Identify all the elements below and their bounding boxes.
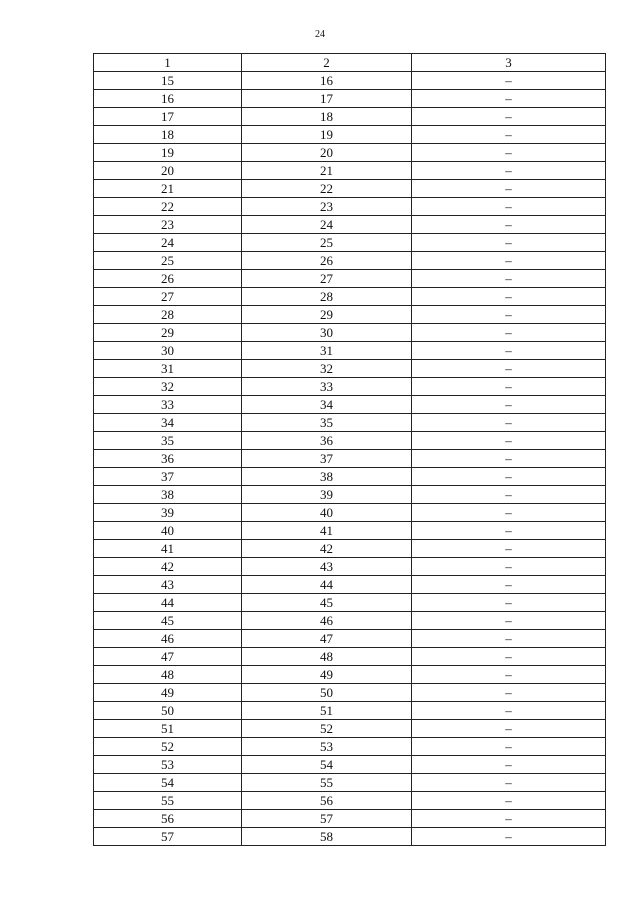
table-row <box>94 486 606 504</box>
table-row <box>94 180 606 198</box>
table-cell-col1: 39 <box>94 504 242 522</box>
table-cell-col3: – <box>412 234 606 252</box>
table-cell-col3: – <box>412 594 606 612</box>
table-row <box>94 774 606 792</box>
table-cell-col1: 15 <box>94 72 242 90</box>
table-cell-col3: – <box>412 252 606 270</box>
table-cell-col2: 25 <box>242 234 412 252</box>
table-cell-col3: – <box>412 126 606 144</box>
table-cell-col1: 24 <box>94 234 242 252</box>
table-cell-col1: 19 <box>94 144 242 162</box>
table-cell-col2: 56 <box>242 792 412 810</box>
table-cell-col2: 39 <box>242 486 412 504</box>
table-cell-col1: 33 <box>94 396 242 414</box>
table-row <box>94 612 606 630</box>
table-cell-col3: – <box>412 90 606 108</box>
table-cell-col3: – <box>412 756 606 774</box>
table-row <box>94 810 606 828</box>
table-cell-col2: 27 <box>242 270 412 288</box>
table-cell-col1: 50 <box>94 702 242 720</box>
table-cell-col1: 42 <box>94 558 242 576</box>
table-row <box>94 378 606 396</box>
table-cell-col1: 18 <box>94 126 242 144</box>
table-cell-col2: 29 <box>242 306 412 324</box>
table-row <box>94 162 606 180</box>
table-cell-col2: 46 <box>242 612 412 630</box>
table-row <box>94 828 606 846</box>
table-cell-col2: 18 <box>242 108 412 126</box>
table-row <box>94 738 606 756</box>
table-cell-col3: – <box>412 162 606 180</box>
table-row <box>94 324 606 342</box>
table-cell-col2: 34 <box>242 396 412 414</box>
table-cell-col3: – <box>412 468 606 486</box>
page-number: 24 <box>315 29 325 40</box>
table-cell-col3: – <box>412 558 606 576</box>
table-cell-col2: 31 <box>242 342 412 360</box>
table-cell-col3: – <box>412 414 606 432</box>
table-row <box>94 450 606 468</box>
table-cell-col1: 56 <box>94 810 242 828</box>
table-cell-col2: 36 <box>242 432 412 450</box>
table-row <box>94 360 606 378</box>
table-cell-col2: 19 <box>242 126 412 144</box>
table-cell-col2: 57 <box>242 810 412 828</box>
table-cell-col2: 33 <box>242 378 412 396</box>
table-cell-col3: – <box>412 378 606 396</box>
table-row <box>94 90 606 108</box>
table-row <box>94 198 606 216</box>
table-cell-col2: 24 <box>242 216 412 234</box>
table-cell-col1: 52 <box>94 738 242 756</box>
table-cell-col1: 43 <box>94 576 242 594</box>
table-cell-col1: 25 <box>94 252 242 270</box>
column-header: 2 <box>242 54 412 72</box>
table-row <box>94 432 606 450</box>
table-cell-col3: – <box>412 504 606 522</box>
table-cell-col2: 17 <box>242 90 412 108</box>
table-row <box>94 342 606 360</box>
data-table <box>93 53 606 846</box>
table-cell-col2: 26 <box>242 252 412 270</box>
table-cell-col1: 37 <box>94 468 242 486</box>
table-row <box>94 234 606 252</box>
table-cell-col2: 38 <box>242 468 412 486</box>
table-cell-col2: 51 <box>242 702 412 720</box>
table-cell-col2: 37 <box>242 450 412 468</box>
table-cell-col2: 53 <box>242 738 412 756</box>
table-cell-col2: 43 <box>242 558 412 576</box>
table-row <box>94 756 606 774</box>
table-row <box>94 522 606 540</box>
table-cell-col2: 55 <box>242 774 412 792</box>
table-cell-col3: – <box>412 630 606 648</box>
table-cell-col1: 28 <box>94 306 242 324</box>
table-cell-col1: 49 <box>94 684 242 702</box>
table-cell-col3: – <box>412 144 606 162</box>
table-cell-col3: – <box>412 396 606 414</box>
table-row <box>94 306 606 324</box>
table-cell-col1: 40 <box>94 522 242 540</box>
table-cell-col1: 45 <box>94 612 242 630</box>
table-cell-col3: – <box>412 810 606 828</box>
table-row <box>94 702 606 720</box>
table-cell-col2: 58 <box>242 828 412 846</box>
table-row <box>94 144 606 162</box>
table-cell-col3: – <box>412 108 606 126</box>
table-cell-col3: – <box>412 450 606 468</box>
table-cell-col1: 22 <box>94 198 242 216</box>
table-cell-col1: 55 <box>94 792 242 810</box>
table-cell-col1: 38 <box>94 486 242 504</box>
table-row <box>94 576 606 594</box>
table-row <box>94 558 606 576</box>
table-row <box>94 666 606 684</box>
table-row <box>94 594 606 612</box>
table-cell-col2: 48 <box>242 648 412 666</box>
table-cell-col2: 41 <box>242 522 412 540</box>
table-cell-col2: 42 <box>242 540 412 558</box>
table-cell-col1: 46 <box>94 630 242 648</box>
table-cell-col3: – <box>412 72 606 90</box>
table-cell-col2: 50 <box>242 684 412 702</box>
table-cell-col1: 47 <box>94 648 242 666</box>
table-cell-col3: – <box>412 486 606 504</box>
table-cell-col3: – <box>412 738 606 756</box>
table-cell-col3: – <box>412 306 606 324</box>
table-cell-col1: 53 <box>94 756 242 774</box>
table-row <box>94 396 606 414</box>
table-cell-col3: – <box>412 342 606 360</box>
table-cell-col1: 31 <box>94 360 242 378</box>
table-row <box>94 720 606 738</box>
table-cell-col2: 30 <box>242 324 412 342</box>
table-cell-col3: – <box>412 432 606 450</box>
table-cell-col2: 22 <box>242 180 412 198</box>
table-cell-col3: – <box>412 216 606 234</box>
table-cell-col2: 20 <box>242 144 412 162</box>
table-cell-col3: – <box>412 576 606 594</box>
table-cell-col1: 32 <box>94 378 242 396</box>
table-row <box>94 684 606 702</box>
table-row <box>94 108 606 126</box>
table-cell-col3: – <box>412 684 606 702</box>
table-cell-col1: 57 <box>94 828 242 846</box>
table-cell-col2: 40 <box>242 504 412 522</box>
table-row <box>94 216 606 234</box>
table-cell-col3: – <box>412 198 606 216</box>
table-cell-col1: 29 <box>94 324 242 342</box>
table-cell-col1: 17 <box>94 108 242 126</box>
table-row <box>94 792 606 810</box>
table-cell-col2: 21 <box>242 162 412 180</box>
table-row <box>94 504 606 522</box>
table-cell-col3: – <box>412 666 606 684</box>
table-cell-col2: 16 <box>242 72 412 90</box>
table-row <box>94 252 606 270</box>
table-cell-col1: 23 <box>94 216 242 234</box>
table-row <box>94 630 606 648</box>
table-cell-col1: 44 <box>94 594 242 612</box>
table-cell-col1: 16 <box>94 90 242 108</box>
table-cell-col3: – <box>412 180 606 198</box>
table-cell-col1: 27 <box>94 288 242 306</box>
table-row <box>94 72 606 90</box>
table-cell-col2: 35 <box>242 414 412 432</box>
table-cell-col3: – <box>412 612 606 630</box>
table-cell-col3: – <box>412 522 606 540</box>
table-cell-col2: 52 <box>242 720 412 738</box>
table-cell-col3: – <box>412 648 606 666</box>
table-cell-col2: 23 <box>242 198 412 216</box>
table-cell-col3: – <box>412 540 606 558</box>
table-cell-col1: 36 <box>94 450 242 468</box>
table-cell-col3: – <box>412 288 606 306</box>
table-cell-col2: 45 <box>242 594 412 612</box>
table-row <box>94 126 606 144</box>
table-cell-col3: – <box>412 828 606 846</box>
table-cell-col2: 49 <box>242 666 412 684</box>
table-cell-col2: 47 <box>242 630 412 648</box>
table-cell-col3: – <box>412 360 606 378</box>
table-row <box>94 468 606 486</box>
table-cell-col1: 48 <box>94 666 242 684</box>
table-cell-col3: – <box>412 270 606 288</box>
table-cell-col1: 51 <box>94 720 242 738</box>
table-header-row <box>94 54 606 72</box>
column-header: 3 <box>412 54 606 72</box>
table-cell-col2: 28 <box>242 288 412 306</box>
table-cell-col1: 41 <box>94 540 242 558</box>
table-cell-col3: – <box>412 702 606 720</box>
table-row <box>94 288 606 306</box>
table-cell-col1: 34 <box>94 414 242 432</box>
table-row <box>94 414 606 432</box>
table-cell-col1: 54 <box>94 774 242 792</box>
table-cell-col3: – <box>412 324 606 342</box>
table-cell-col2: 32 <box>242 360 412 378</box>
table-body <box>94 54 606 846</box>
table-cell-col1: 21 <box>94 180 242 198</box>
table-cell-col2: 44 <box>242 576 412 594</box>
table-cell-col1: 20 <box>94 162 242 180</box>
table-cell-col3: – <box>412 774 606 792</box>
table-cell-col1: 30 <box>94 342 242 360</box>
table-row <box>94 648 606 666</box>
table-cell-col1: 35 <box>94 432 242 450</box>
table-row <box>94 540 606 558</box>
column-header: 1 <box>94 54 242 72</box>
table-cell-col3: – <box>412 792 606 810</box>
table-cell-col2: 54 <box>242 756 412 774</box>
table-row <box>94 270 606 288</box>
table-cell-col1: 26 <box>94 270 242 288</box>
table-cell-col3: – <box>412 720 606 738</box>
